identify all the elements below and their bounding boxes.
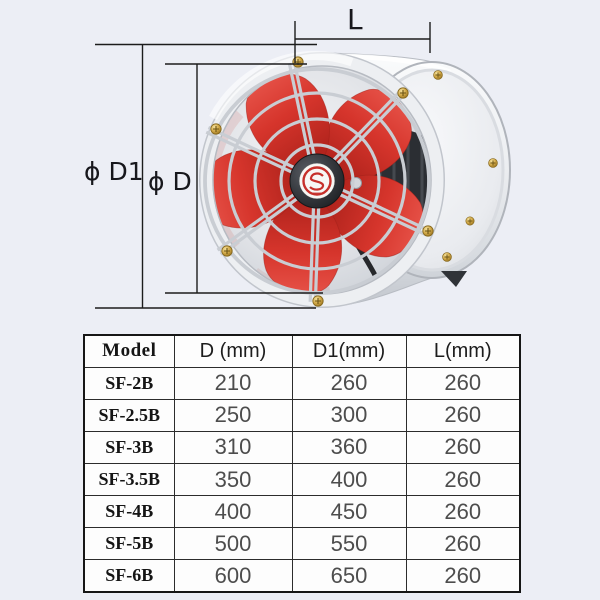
- col-header-model: Model: [84, 335, 174, 367]
- table-row: [84, 464, 520, 496]
- cell-model: SF-5B: [84, 528, 174, 560]
- table-header-row: [84, 335, 520, 367]
- dim-label-l: L: [347, 3, 363, 36]
- cell-model: SF-4B: [84, 496, 174, 528]
- col-header-l: L(mm): [406, 335, 520, 367]
- table-row: [84, 496, 520, 528]
- cell-model: SF-2.5B: [84, 399, 174, 431]
- dim-label-d: ϕ D: [148, 167, 192, 196]
- spec-table: [83, 334, 521, 593]
- cell-l: 260: [406, 560, 520, 592]
- cell-l: 260: [406, 367, 520, 399]
- table-row: [84, 367, 520, 399]
- col-header-d: D (mm): [174, 335, 292, 367]
- hub-badge: [290, 154, 344, 208]
- cell-d: 500: [174, 528, 292, 560]
- cell-d: 350: [174, 464, 292, 496]
- table-row: [84, 431, 520, 463]
- cell-d: 210: [174, 367, 292, 399]
- mounting-foot: [441, 271, 467, 287]
- table-row: [84, 399, 520, 431]
- cell-l: 260: [406, 528, 520, 560]
- cell-l: 260: [406, 464, 520, 496]
- table-row: [84, 560, 520, 592]
- cell-model: SF-3B: [84, 431, 174, 463]
- cell-d: 310: [174, 431, 292, 463]
- cell-d1: 450: [292, 496, 406, 528]
- cell-l: 260: [406, 496, 520, 528]
- cell-d: 600: [174, 560, 292, 592]
- col-header-d1: D1(mm): [292, 335, 406, 367]
- cell-d1: 300: [292, 399, 406, 431]
- cell-l: 260: [406, 431, 520, 463]
- cell-l: 260: [406, 399, 520, 431]
- cell-model: SF-2B: [84, 367, 174, 399]
- dim-label-d1: ϕ D1: [84, 157, 144, 186]
- cell-d: 400: [174, 496, 292, 528]
- cell-d1: 550: [292, 528, 406, 560]
- cell-d: 250: [174, 399, 292, 431]
- table-row: [84, 528, 520, 560]
- cell-d1: 260: [292, 367, 406, 399]
- cell-model: SF-6B: [84, 560, 174, 592]
- cell-d1: 360: [292, 431, 406, 463]
- cell-model: SF-3.5B: [84, 464, 174, 496]
- cell-d1: 650: [292, 560, 406, 592]
- cell-d1: 400: [292, 464, 406, 496]
